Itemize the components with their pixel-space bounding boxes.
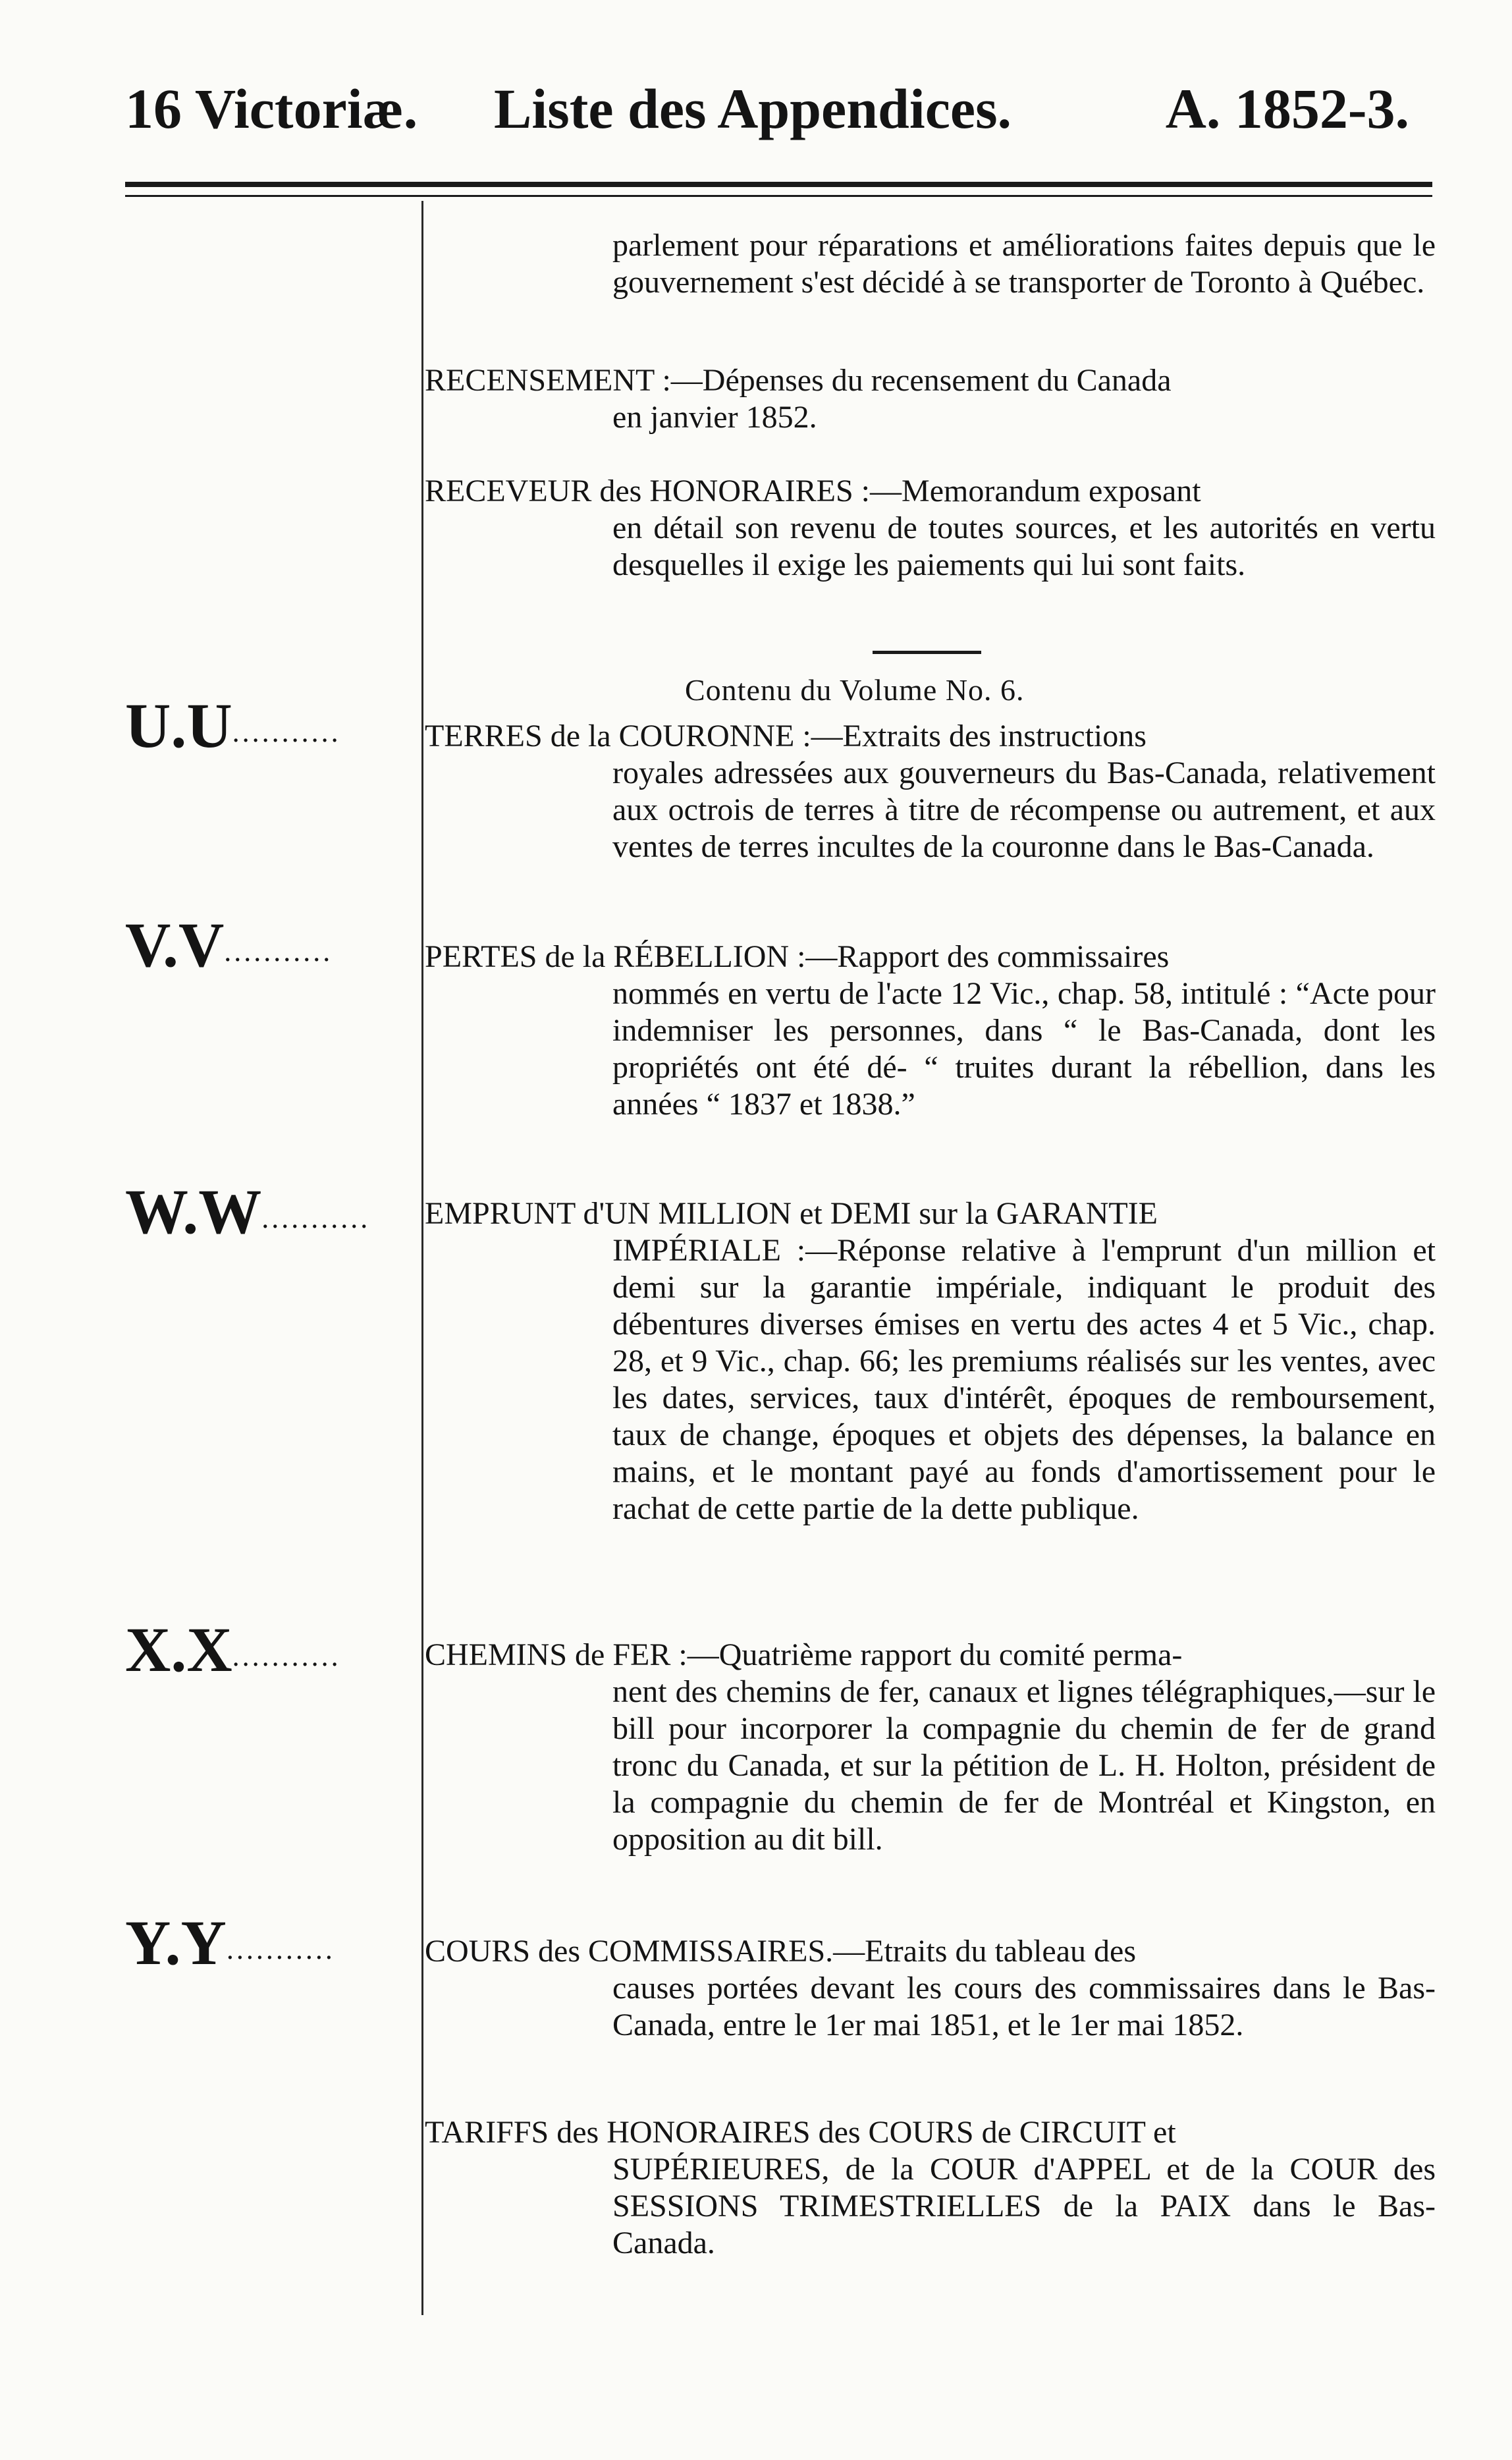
entry-terres [425, 718, 1436, 865]
entry-continuation-text: IMPÉRIALE :—Réponse relative à l'emprunt d'un million et demi sur la garantie impériale, indiquant le produit des débentures diverses émises en vertu des actes 4 et 5 Vic., chap. 28, et 9 Vic., chap. 66; les premiums réalisés sur les ventes, avec les dates, services, taux d'intérêt, époques de remboursement, taux de change, époques et objets des dépenses, la balance en mains, et le montant payé au fonds d'amortissement pour le rachat de cette partie de la dette publique. [612, 1233, 1436, 1526]
entry-pertes [425, 939, 1436, 1123]
entry-continuation-text: en janvier 1852. [612, 400, 817, 435]
entry-text: :—Dépenses du recensement du Canada [662, 363, 1172, 398]
entry-receveur [425, 473, 1436, 584]
entry-heading: RECENSEMENT [425, 363, 655, 398]
section-divider [873, 651, 981, 654]
entry-continuation-text: causes portées devant les cours des commissaires dans le Bas-Canada, entre le 1er mai 1851, et le 1er mai 1852. [612, 1971, 1436, 2042]
entry-chemins [425, 1637, 1436, 1858]
entry-heading: COURS des COMMISSAIRES [425, 1934, 826, 1969]
entry-text: :—Extraits des instructions [802, 719, 1147, 753]
entry-continuation-text: en détail son revenu de toutes sources, et les autorités en vertu desquelles il exige les paiements qui lui sont faits. [612, 510, 1436, 582]
leader-dots: ........... [232, 1639, 341, 1672]
entry-continuation-text: nommés en vertu de l'acte 12 Vic., chap. 58, intitulé : “Acte pour indemniser les personnes, dans “ le Bas-Canada, dont les propriétés ont été dé- “ truites durant la rébellion, dans les années “ 1837 et 1838.” [612, 976, 1436, 1122]
leader-dots: ........... [232, 715, 341, 748]
entry-heading: RECEVEUR des HONORAIRES [425, 474, 853, 508]
leader-dots: ........... [261, 1201, 371, 1234]
entry-heading: CHEMINS de FER [425, 1637, 671, 1672]
entry-heading: TERRES de la COURONNE [425, 719, 795, 753]
entry-continuation-text: SUPÉRIEURES, de la COUR d'APPEL et de la COUR des SESSIONS TRIMESTRIELLES de la PAIX dans le Bas-Canada. [612, 2152, 1436, 2260]
appendix-letter-uu: U.U........... [125, 693, 341, 761]
entry-continuation-text: royales adressées aux gouverneurs du Bas-Canada, relativement aux octrois de terres à titre de récompense ou autrement, et aux ventes de terres incultes de la couronne dans le Bas-Canada. [612, 755, 1436, 864]
entry-heading: TARIFFS des HONORAIRES des COURS de CIRCUIT et [425, 2115, 1176, 2150]
leader-dots: ........... [224, 935, 333, 968]
header-reign: 16 Victoriæ. [125, 77, 418, 140]
appendix-letter-ww: W.W........... [125, 1179, 371, 1247]
entry-text: :—Rapport des commissaires [797, 939, 1170, 974]
section-heading: Contenu du Volume No. 6. [685, 673, 1025, 707]
entry-text: .—Etraits du tableau des [825, 1934, 1137, 1969]
header-title: Liste des Appendices. [494, 77, 1012, 140]
entry-recensement [425, 362, 1436, 436]
header-rule-thin [125, 195, 1432, 197]
appendix-letter-yy: Y.Y........... [125, 1910, 335, 1978]
entry-text: :—Memorandum exposant [861, 474, 1201, 508]
header-rule-thick [125, 182, 1432, 187]
entry-heading: PERTES de la RÉBELLION [425, 939, 790, 974]
entry-emprunt [425, 1195, 1436, 1527]
entry-heading: EMPRUNT d'UN MILLION et DEMI sur la GARANTIE [425, 1196, 1158, 1231]
entry-text: :—Quatrième rapport du comité perma- [678, 1637, 1183, 1672]
column-divider [421, 201, 423, 2315]
entry-continuation [425, 227, 1436, 301]
appendix-letter-vv: V.V........... [125, 912, 333, 980]
leader-dots: ........... [226, 1932, 335, 1965]
header-session: A. 1852-3. [1165, 77, 1409, 140]
entry-cours [425, 1933, 1436, 2044]
entry-text: parlement pour réparations et améliorations faites depuis que le gouvernement s'est décidé à se transporter de Toronto à Québec. [612, 228, 1436, 300]
page-header [125, 72, 1429, 145]
entry-tariffs [425, 2114, 1436, 2262]
entry-continuation-text: nent des chemins de fer, canaux et lignes télégraphiques,—sur le bill pour incorporer la compagnie du chemin de fer de grand tronc du Canada, et sur la pétition de L. H. Holton, président de la compagnie du chemin de fer de Montréal et Kingston, en opposition au dit bill. [612, 1674, 1436, 1857]
appendix-letter-xx: X.X........... [125, 1617, 341, 1685]
